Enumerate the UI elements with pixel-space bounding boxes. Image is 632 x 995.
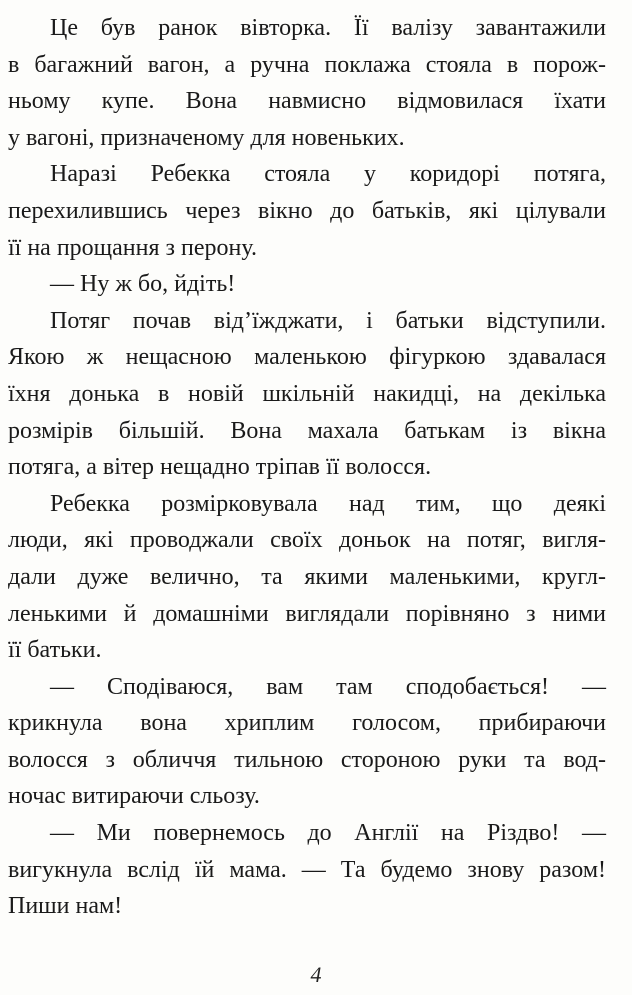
text-line: Пиши нам! — [8, 893, 123, 920]
text-line: ночас витираючи сльозу. — [8, 783, 260, 810]
text-line: розмірів більшій. Вона махала батькам із вікна — [8, 417, 606, 444]
text-line: люди, які проводжали своїх доньок на потяг, вигля- — [8, 527, 606, 554]
text-line: волосся з обличчя тильною стороною руки та вод- — [8, 746, 606, 773]
text-line: у вагоні, призначеному для новеньких. — [8, 124, 405, 151]
text-line: Ребекка розмірковувала над тим, що деякі — [50, 490, 606, 517]
page-number: 4 — [310, 962, 322, 987]
text-line: Потяг почав від’їжджати, і батьки відступили. — [50, 307, 606, 334]
text-line: Це був ранок вівторка. Її валізу завантажили — [50, 15, 606, 41]
text-line: перехилившись через вікно до батьків, які цілували — [8, 197, 606, 224]
text-line: — Ми повернемось до Англії на Різдво! — — [50, 820, 606, 847]
text-line: в багажний вагон, а ручна поклажа стояла в порож- — [8, 51, 606, 78]
text-line: її на прощання з перону. — [8, 234, 257, 261]
text-line: її батьки. — [8, 637, 102, 664]
text-line: ньому купе. Вона навмисно відмовилася їхати — [8, 88, 606, 115]
text-line: вигукнула вслід їй мама. — Та будемо знову разом! — [8, 856, 606, 883]
text-line: Наразі Ребекка стояла у коридорі потяга, — [50, 161, 606, 188]
text-line: крикнула вона хриплим голосом, прибираючи — [8, 710, 606, 737]
text-line: дали дуже велично, та якими маленькими, кругл- — [8, 563, 606, 590]
page-text — [8, 10, 606, 925]
text-line: потяга, а вітер нещадно тріпав її волосся. — [8, 454, 432, 481]
text-line: — Ну ж бо, йдіть! — [50, 271, 236, 298]
text-line: їхня донька в новій шкільній накидці, на декілька — [8, 380, 606, 407]
text-line: Якою ж нещасною маленькою фігуркою здавалася — [8, 344, 606, 371]
text-line: — Сподіваюся, вам там сподобається! — — [50, 673, 606, 700]
text-line: ленькими й домашніми виглядали порівняно з ними — [8, 600, 606, 627]
